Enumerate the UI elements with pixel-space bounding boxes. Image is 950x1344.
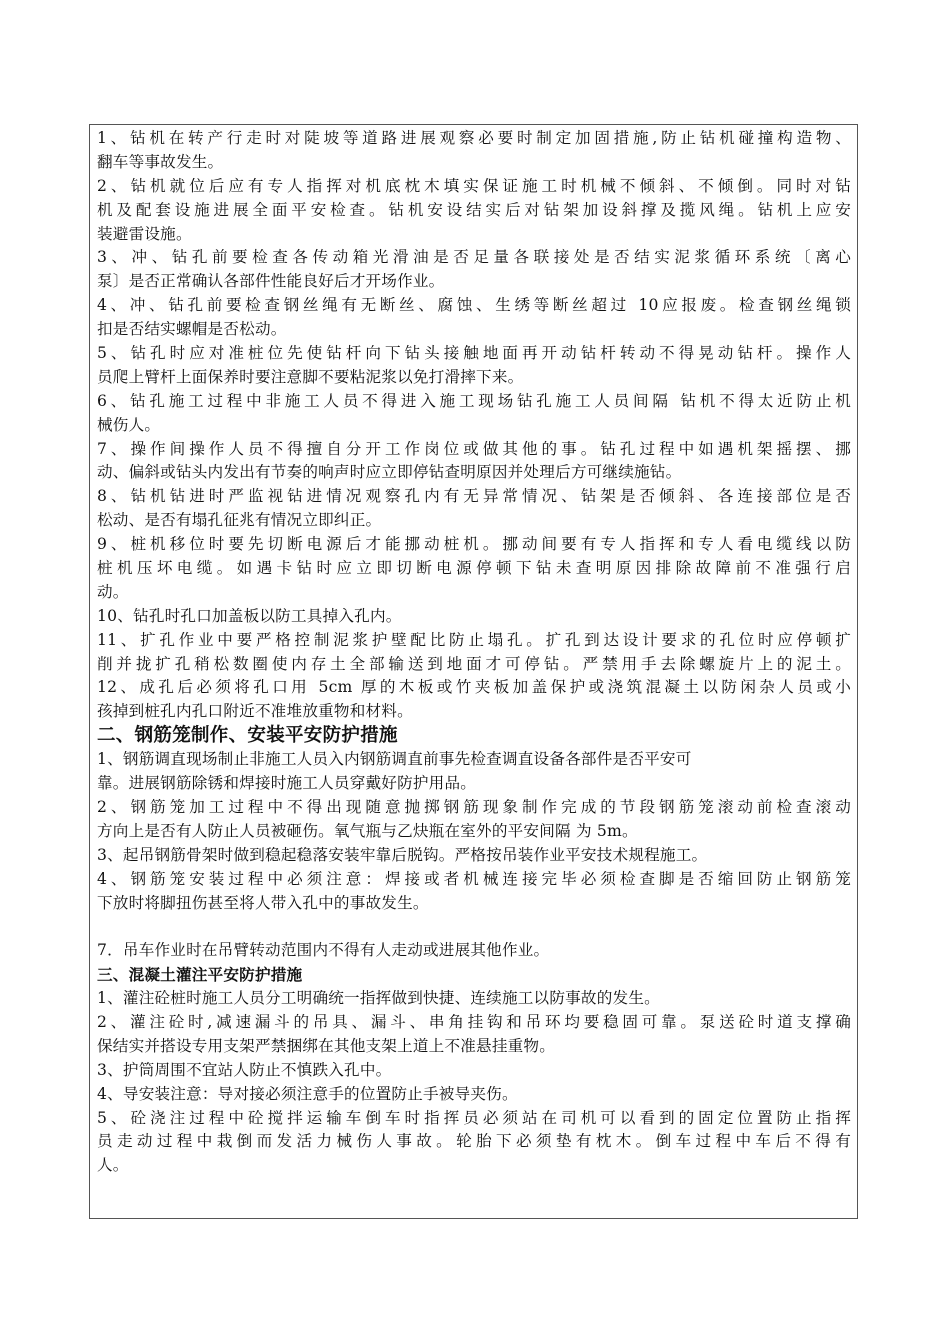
section-heading: 三、混凝土灌注平安防护措施 — [97, 965, 303, 985]
text-line: 翻车等事故发生。 — [97, 152, 224, 171]
text-line: 方向上是否有人防止人员被砸伤。氧气瓶与乙炔瓶在室外的平安间隔 为 5m。 — [97, 821, 638, 840]
text-line: 8、钻机钻进时严监视钻进情况观察孔内有无异常情况、钻架是否倾斜、各连接部位是否 — [97, 487, 851, 506]
text-line: 7、操作间操作人员不得擅自分开工作岗位或做其他的事。钻孔过程中如遇机架摇摆、挪 — [97, 439, 851, 458]
text-line: 装避雷设施。 — [97, 224, 192, 243]
text-line: 4、钢筋笼安装过程中必须注意：焊接或者机械连接完毕必须检查脚是否缩回防止钢筋笼 — [97, 869, 851, 888]
document-frame — [89, 124, 858, 1219]
text-line: 靠。进展钢筋除锈和焊接时施工人员穿戴好防护用品。 — [97, 774, 477, 793]
text-line: 3、护筒周围不宜站人防止不慎跌入孔中。 — [97, 1060, 392, 1079]
text-line: 3、起吊钢筋骨架时做到稳起稳落安装牢靠后脱钩。严格按吊装作业平安技术规程施工。 — [97, 845, 708, 864]
text-line: 桩机压坏电缆。如遇卡钻时应立即切断电源停顿下钻未查明原因排除故障前不准强行启 — [97, 559, 851, 578]
text-line: 扣是否结实螺帽是否松动。 — [97, 320, 287, 339]
text-line: 6、钻孔施工过程中非施工人员不得进入施工现场钻孔施工人员间隔 钻机不得太近防止机 — [97, 391, 851, 410]
text-line: 5、砼浇注过程中砼搅拌运输车倒车时指挥员必须站在司机可以看到的固定位置防止指挥 — [97, 1108, 851, 1127]
section-heading: 二、钢筋笼制作、安装平安防护措施 — [97, 725, 398, 747]
text-line: 械伤人。 — [97, 415, 161, 434]
text-line: 动。 — [97, 582, 129, 601]
text-line: 2、灌注砼时,减速漏斗的吊具、漏斗、串角挂钩和吊环均要稳固可靠。泵送砼时道支撑确 — [97, 1012, 851, 1031]
text-line: 保结实并搭设专用支架严禁捆绑在其他支架上道上不准悬挂重物。 — [97, 1036, 556, 1055]
text-line: 削并拢扩孔稍松数圈使内存土全部输送到地面才可停钻。严禁用手去除螺旋片上的泥土。 — [97, 654, 851, 673]
text-line: 2、钻机就位后应有专人指挥对机底枕木填实保证施工时机械不倾斜、不倾倒。同时对钻 — [97, 176, 851, 195]
text-line: 11、扩孔作业中要严格控制泥浆护壁配比防止塌孔。扩孔到达设计要求的孔位时应停顿扩 — [97, 630, 851, 649]
text-line: 2、钢筋笼加工过程中不得出现随意抛掷钢筋现象制作完成的节段钢筋笼滚动前检查滚动 — [97, 797, 851, 816]
text-line: 7．吊车作业时在吊臂转动范围内不得有人走动或进展其他作业。 — [97, 941, 550, 960]
text-line: 员爬上臂杆上面保养时要注意脚不要粘泥浆以免打滑摔下来。 — [97, 367, 524, 386]
text-line: 1、钻机在转产行走时对陡坡等道路进展观察必要时制定加固措施,防止钻机碰撞构造物、 — [97, 129, 851, 147]
text-line: 孩掉到桩孔内孔口附近不准堆放重物和材料。 — [97, 702, 413, 721]
text-line: 4、导安装注意：导对接必须注意手的位置防止手被导夹伤。 — [97, 1084, 518, 1103]
text-line: 12、成孔后必须将孔口用 5cm 厚的木板或竹夹板加盖保护或浇筑混凝土以防闲杂人员或小 — [97, 678, 851, 697]
text-line: 泵〕是否正常确认各部件性能良好后才开场作业。 — [97, 272, 445, 291]
text-line: 下放时将脚扭伤甚至将人带入孔中的事故发生。 — [97, 893, 429, 912]
blank-line — [97, 915, 851, 939]
text-line: 机及配套设施进展全面平安检查。钻机安设结实后对钻架加设斜撑及揽风绳。钻机上应安 — [97, 200, 851, 219]
text-line: 人。 — [97, 1156, 129, 1175]
text-line: 松动、是否有塌孔征兆有情况立即纠正。 — [97, 511, 382, 530]
text-line: 3、冲、钻孔前要检查各传动箱光滑油是否足量各联接处是否结实泥浆循环系统〔离心 — [97, 248, 851, 267]
text-line: 动、偏斜或钻头内发出有节奏的响声时应立即停钻查明原因并处理后方可继续施钻。 — [97, 463, 682, 482]
text-line: 1、灌注砼桩时施工人员分工明确统一指挥做到快捷、连续施工以防事故的发生。 — [97, 989, 660, 1008]
text-line: 4、冲、钻孔前要检查钢丝绳有无断丝、腐蚀、生绣等断丝超过 10应报废。检查钢丝绳锁 — [97, 296, 851, 315]
text-line: 1、钢筋调直现场制止非施工人员入内钢筋调直前事先检查调直设备各部件是否平安可 — [97, 750, 692, 769]
text-line: 5、钻孔时应对准桩位先使钻杆向下钻头接触地面再开动钻杆转动不得晃动钻杆。操作人 — [97, 344, 851, 363]
text-line: 10、钻孔时孔口加盖板以防工具掉入孔内。 — [97, 606, 402, 625]
text-line: 9、桩机移位时要先切断电源后才能挪动桩机。挪动间要有专人指挥和专人看电缆线以防 — [97, 535, 851, 554]
text-line: 员走动过程中栽倒而发活力械伤人事故。轮胎下必须垫有枕木。倒车过程中车后不得有 — [97, 1132, 851, 1151]
